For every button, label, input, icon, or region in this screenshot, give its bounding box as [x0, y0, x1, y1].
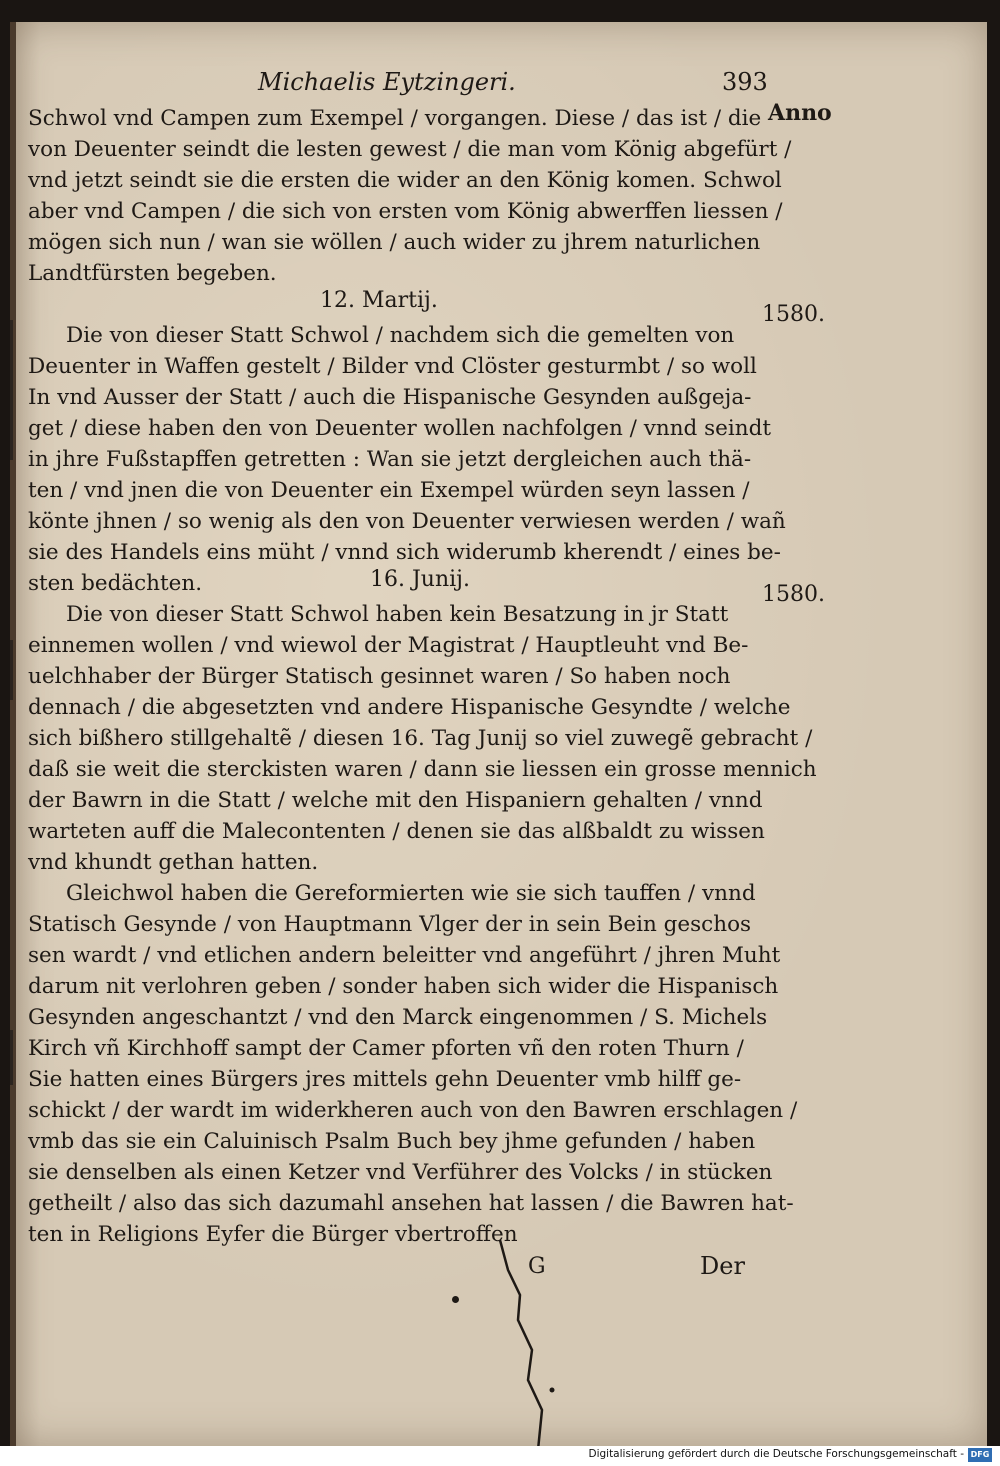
text-line: Gesynden angeschantzt / vnd den Marck eingenommen / S. Michels: [28, 1005, 768, 1030]
page-edge-shadow: [10, 1030, 13, 1085]
text-line: Die von dieser Statt Schwol haben kein Besatzung in jr Statt: [66, 602, 729, 627]
text-line: warteten auff die Malecontenten / denen sie das alßbaldt zu wissen: [28, 819, 765, 844]
text-line: Statisch Gesynde / von Hauptmann Vlger der in sein Bein geschos: [28, 912, 752, 937]
date-heading: 16. Junij.: [370, 567, 470, 592]
margin-note-anno: Anno: [768, 100, 832, 126]
text-line: uelchhaber der Bürger Statisch gesinnet waren / So haben noch: [28, 664, 731, 689]
footer-bar: [0, 1446, 1000, 1466]
text-line: vnd jetzt seindt sie die ersten die wider an den König komen. Schwol: [28, 168, 782, 193]
paper-tear-line: [480, 1240, 570, 1450]
text-line: von Deuenter seindt die lesten gewest / die man vom König abgefürt /: [28, 137, 792, 162]
text-line: ten / vnd jnen die von Deuenter ein Exempel würden seyn lassen /: [28, 478, 750, 503]
ink-spot: [452, 1296, 459, 1303]
text-line: In vnd Ausser der Statt / auch die Hispanische Gesynden außgeja-: [28, 385, 752, 410]
text-line: der Bawrn in die Statt / welche mit den Hispaniern gehalten / vnnd: [28, 788, 763, 813]
signature-mark: G: [528, 1254, 546, 1279]
footer-credit: Digitalisierung gefördert durch die Deutsche Forschungsgemeinschaft -: [588, 1448, 964, 1460]
text-line: Deuenter in Waffen gestelt / Bilder vnd Clöster gesturmbt / so woll: [28, 354, 757, 379]
text-line: vmb das sie ein Caluinisch Psalm Buch bey jhme gefunden / haben: [28, 1129, 756, 1154]
running-head: Michaelis Eytzingeri.: [258, 68, 516, 96]
text-line: get / diese haben den von Deuenter wollen nachfolgen / vnnd seindt: [28, 416, 772, 441]
text-line: in jhre Fußstapffen getretten : Wan sie jetzt dergleichen auch thä-: [28, 447, 752, 472]
text-line: Gleichwol haben die Gereformierten wie sie sich tauffen / vnnd: [66, 881, 756, 906]
date-heading: 12. Martij.: [320, 288, 438, 313]
text-line: mögen sich nun / wan sie wöllen / auch wider zu jhrem naturlichen: [28, 230, 761, 255]
margin-note-year: 1580.: [762, 582, 825, 607]
text-line: vnd khundt gethan hatten.: [28, 850, 319, 875]
dfg-logo: DFG: [968, 1448, 992, 1462]
text-line: daß sie weit die sterckisten waren / dann sie liessen ein grosse mennich: [28, 757, 817, 782]
page-edge-shadow: [10, 320, 13, 460]
page-edge-shadow: [10, 640, 13, 700]
page-binding-edge: [10, 22, 16, 1446]
text-line: Landtfürsten begeben.: [28, 261, 277, 286]
text-line: sich bißhero stillgehaltẽ / diesen 16. Tag Junij so viel zuwegẽ gebracht /: [28, 726, 813, 751]
text-line: getheilt / also das sich dazumahl ansehen hat lassen / die Bawren hat-: [28, 1191, 794, 1216]
text-line: schickt / der wardt im widerkheren auch von den Bawren erschlagen /: [28, 1098, 798, 1123]
text-line: sen wardt / vnd etlichen andern beleitter vnd angeführt / jhren Muht: [28, 943, 781, 968]
text-line: einnemen wollen / vnd wiewol der Magistrat / Hauptleuht vnd Be-: [28, 633, 749, 658]
text-line: Kirch vñ Kirchhoff sampt der Camer pforten vñ den roten Thurn /: [28, 1036, 744, 1061]
text-line: sie denselben als einen Ketzer vnd Verführer des Volcks / in stücken: [28, 1160, 773, 1185]
catchword: Der: [700, 1252, 745, 1280]
text-line: Schwol vnd Campen zum Exempel / vorgangen. Diese / das ist / die: [28, 106, 762, 131]
text-line: sie des Handels eins müht / vnnd sich widerumb kherendt / eines be-: [28, 540, 781, 565]
page-number: 393: [722, 68, 768, 96]
text-line: aber vnd Campen / die sich von ersten vom König abwerffen liessen /: [28, 199, 783, 224]
text-line: sten bedächten.: [28, 571, 203, 596]
text-line: darum nit verlohren geben / sonder haben sich wider die Hispanisch: [28, 974, 779, 999]
text-line: dennach / die abgesetzten vnd andere Hispanische Gesyndte / welche: [28, 695, 791, 720]
text-line: ten in Religions Eyfer die Bürger vbertroffen: [28, 1222, 518, 1247]
text-line: Die von dieser Statt Schwol / nachdem sich die gemelten von: [66, 323, 735, 348]
margin-note-year: 1580.: [762, 302, 825, 327]
text-line: könte jhnen / so wenig als den von Deuenter verwiesen werden / wañ: [28, 509, 786, 534]
text-line: Sie hatten eines Bürgers jres mittels gehn Deuenter vmb hilff ge-: [28, 1067, 742, 1092]
